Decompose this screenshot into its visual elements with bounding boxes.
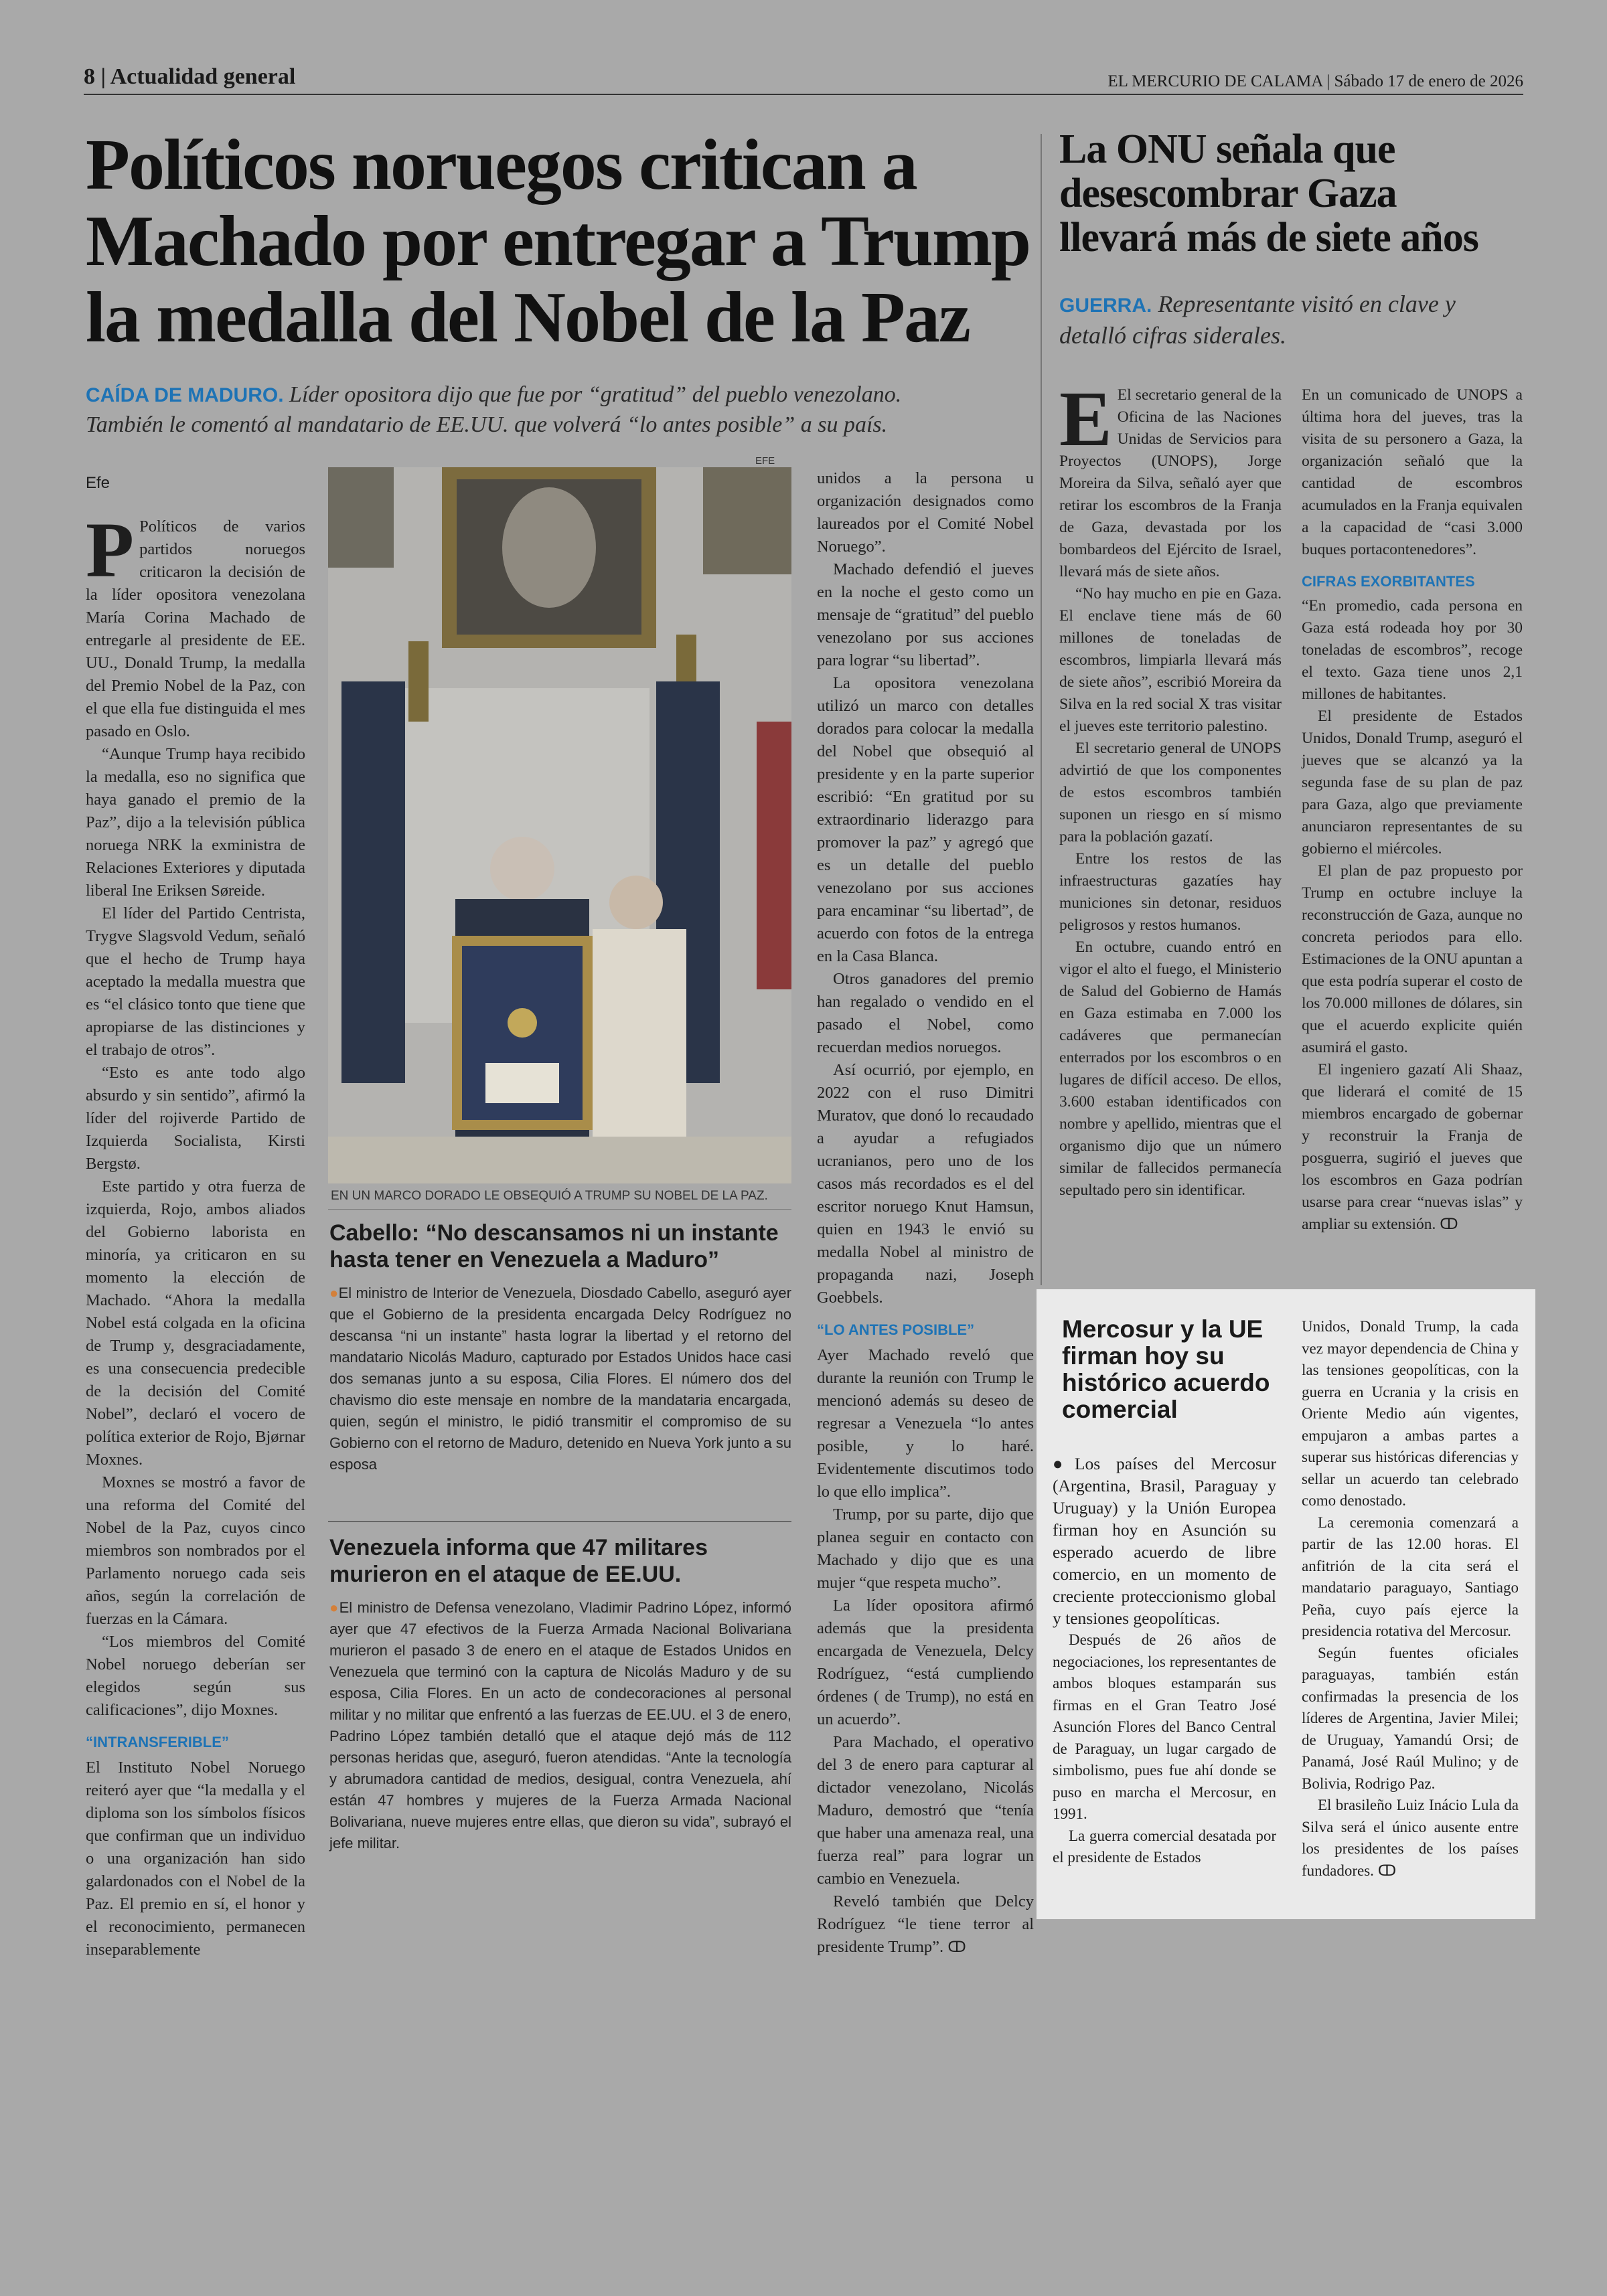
mercosur-column-1: [1053, 1453, 1276, 1869]
paragraph: El presidente de Estados Unidos, Donald Trump, aseguró el jueves que se alcanzó ya la segunda fase de su plan de paz para Gaza, algo que previamente anunciaron representantes de su gobierno el miércoles.: [1302, 708, 1523, 857]
publication-name: EL MERCURIO DE CALAMA: [1107, 72, 1322, 90]
dropcap: E: [1059, 375, 1112, 463]
paragraph: El plan de paz propuesto por Trump en octubre incluye la reconstrucción de Gaza, aunque no concreta periodos para ello. Estimaciones de la ONU apuntan a que esta podría superar el costo de los 70.000 millones de dólares, sin que el acuerdo explicite quién asumirá el gasto.: [1302, 862, 1523, 1056]
dropcap: P: [86, 506, 135, 594]
paragraph: Moxnes se mostró a favor de una reforma del Comité del Nobel de la Paz, cuyos cinco miembros son nombrados por el Parlamento noruego cada seis años, según la correlación de fuerzas en la Cámara.: [86, 1473, 305, 1628]
gaza-lead: [1059, 289, 1528, 350]
main-kicker: CAÍDA DE MADURO.: [86, 384, 284, 406]
paragraph: La opositora venezolana utilizó un marco con detalles dorados para colocar la medalla del Nobel que obsequió al presidente y en la parte superior escribió: “En gratitud por su extraordinario liderazgo para promover la paz” y agregó que es un detalle del pueblo venezolano por sus acciones para encaminar “su libertad”, de acuerdo con fotos de la entrega en la Casa Blanca.: [817, 674, 1034, 965]
mercosur-title: [1062, 1316, 1283, 1423]
paragraph: “Esto es ante todo algo absurdo y sin sentido”, afirmó la líder del rojiverde Partido de Izquierda Socialista, Kirsti Bergstø.: [86, 1064, 305, 1173]
main-headline-line: la medalla del Nobel de la Paz: [86, 278, 970, 357]
gaza-lead-line: detalló cifras siderales.: [1059, 322, 1286, 349]
photo-illustration: [328, 467, 791, 1183]
brief-title: murieron en el ataque de EE.UU.: [329, 1562, 682, 1587]
subhead: CIFRAS EXORBITANTES: [1302, 573, 1475, 590]
mercosur-title-line: Mercosur y la UE: [1062, 1315, 1264, 1343]
main-lead-line: También le comentó al mandatario de EE.UU. que volverá “lo antes posible” a su país.: [86, 412, 888, 437]
gaza-headline: [1059, 127, 1528, 260]
header-rule: [84, 94, 1523, 95]
main-headline-line: Políticos noruegos critican a: [86, 125, 917, 205]
paragraph: El brasileño Luiz Inácio Lula da Silva será el único ausente entre los presidentes de los países fundadores. ↀ: [1302, 1797, 1519, 1880]
paragraph: El secretario general de UNOPS advirtió de que los componentes de estos escombros también suponen un riesgo en sí mismo para la población gazatí.: [1059, 740, 1282, 845]
paragraph: Este partido y otra fuerza de izquierda, Rojo, ambos aliados del Gobierno laborista en minoría, ya criticaron en su momento la elección de Machado. “Ahora la medalla Nobel está colgada en la oficina de Trump y, desgraciadamente, es una consecuencia predecible de la decisión del Comité Nobel”, declaró el vocero de política exterior de Rojo, Bjørnar Moxnes.: [86, 1177, 305, 1469]
paragraph: Trump, por su parte, dijo que planea seguir en contacto con Machado y dijo que es una mujer “que respeta mucho”.: [817, 1505, 1034, 1592]
paragraph: Entre los restos de las infraestructuras gazatíes hay municiones sin detonar, residuos peligrosos y restos humanos.: [1059, 850, 1282, 934]
subhead: “LO ANTES POSIBLE”: [817, 1321, 975, 1338]
paragraph: El líder del Partido Centrista, Trygve Slagsvold Vedum, señaló que el hecho de Trump haya aceptado la medalla muestra que es “el clásico tonto que tiene que apropiarse de las distinciones y el trabajo de otros”.: [86, 904, 305, 1059]
brief-title: hasta tener en Venezuela a Maduro”: [329, 1247, 719, 1273]
brief-cabello: [329, 1220, 791, 1475]
brief-rule: [328, 1521, 791, 1522]
paragraph: La guerra comercial desatada por el presidente de Estados: [1053, 1827, 1276, 1866]
gaza-headline-line: desescombrar Gaza: [1059, 171, 1397, 216]
end-mark-icon: ↀ: [947, 1939, 966, 1956]
column-divider: [1041, 134, 1042, 1285]
paragraph: Ayer Machado reveló que durante la reunión con Trump le mencionó además su deseo de regresar a Venezuela “lo antes posible, y lo haré. Evidentemente discutimos todo lo que ello implica”.: [817, 1346, 1034, 1501]
main-headline-line: Machado por entregar a Trump: [86, 201, 1030, 281]
photo: [328, 467, 791, 1183]
paragraph: Machado defendió el jueves en la noche el gesto como un mensaje de “gratitud” del pueblo venezolano por sus acciones para lograr “su libertad”.: [817, 560, 1034, 669]
mercosur-title-line: histórico acuerdo: [1062, 1369, 1270, 1396]
bullet-icon: ●: [329, 1599, 339, 1616]
paragraph: Según fuentes oficiales paraguayas, también están confirmadas la presencia de los líderes de Argentina, Javier Milei; de Uruguay, Yamandú Orsi; de Panamá, José Raúl Mulino; y de Bolivia, Rodrigo Paz.: [1302, 1644, 1519, 1792]
bullet-icon: ●: [1053, 1454, 1075, 1473]
paragraph: Reveló también que Delcy Rodríguez “le tiene terror al presidente Trump”. ↀ: [817, 1892, 1034, 1956]
gaza-kicker: GUERRA.: [1059, 295, 1152, 317]
brief-title: Venezuela informa que 47 militares: [329, 1535, 708, 1560]
caption-rule: [328, 1209, 791, 1210]
paragraph: Otros ganadores del premio han regalado o vendido en el pasado el Nobel, como recuerdan medios noruegos.: [817, 970, 1034, 1056]
mercosur-lead: ●Los países del Mercosur (Argentina, Brasil, Paraguay y Uruguay) y la Unión Europea firman hoy en Asunción su esperado acuerdo de libre comercio, en un momento de creciente proteccionismo global y tensiones geopolíticas.: [1053, 1454, 1276, 1628]
mercosur-box: [1037, 1289, 1535, 1919]
mercosur-title-line: comercial: [1062, 1396, 1178, 1423]
issue-date: Sábado 17 de enero de 2026: [1334, 72, 1523, 90]
main-lead-line: Líder opositora dijo que fue por “gratitud” del pueblo venezolano.: [289, 382, 902, 407]
mercosur-title-line: firman hoy su: [1062, 1342, 1225, 1370]
paragraph: “No hay mucho en pie en Gaza. El enclave tiene más de 60 millones de toneladas de escombros, limpiarla llevará más de siete años”, escribió Moreira da Silva en la red social X tras visitar el jueves este territorio palestino.: [1059, 585, 1282, 735]
brief-title: Cabello: “No descansamos ni un instante: [329, 1220, 779, 1246]
paragraph: La ceremonia comenzará a partir de las 12.00 horas. El anfitrión de la cita será el mandatario paraguayo, Santiago Peña, cuyo país ejerce la presidencia rotativa del Mercosur.: [1302, 1513, 1519, 1639]
paragraph: “Aunque Trump haya recibido la medalla, eso no significa que haya ganado el premio de la Paz”, dijo a la televisión pública noruega NRK la exministra de Relaciones Exteriores y diputada liberal Ine Eriksen Søreide.: [86, 745, 305, 900]
paragraph: unidos a la persona u organización designados como laureados por el Comité Nobel Noruego”.: [817, 469, 1034, 556]
paragraph: Después de 26 años de negociaciones, los representantes de ambos bloques estamparán sus firmas en el Gran Teatro José Asunción Flores del Banco Central de Paraguay, un lugar cargado de simbolismo, pues fue ahí donde se puso en marcha el Mercosur, en 1991.: [1053, 1631, 1276, 1822]
paragraph: En un comunicado de UNOPS a última hora del jueves, tras la visita de su personero a Gaza, la organización señaló que la cantidad de escombros acumulados en la Franja equivalen a la capacidad de “casi 3.000 buques portacontenedores”.: [1302, 386, 1523, 558]
bullet-icon: ●: [329, 1285, 339, 1301]
gaza-column-1: [1059, 375, 1282, 1202]
photo-credit: EFE: [755, 455, 775, 467]
paragraph: Así ocurrió, por ejemplo, en 2022 con el ruso Dimitri Muratov, que donó lo recaudado a ayudar a refugiados ucranianos, pero uno de los casos más recordados es el del escritor noruego Knut Hamsun, quien en 1943 le envió su medalla Nobel al ministro de propaganda nazi, Joseph Goebbels.: [817, 1061, 1034, 1307]
paragraph: En octubre, cuando entró en vigor el alto el fuego, el Ministerio de Salud del Gobierno de Hamás en Gaza estimaba en 7.000 los cadáveres que permanecían enterrados por los escombros o en lugares de difícil acceso. De ellos, 3.600 estaban identificados con nombre y apellido, mientras que el organismo dijo que un número similar de fallecidos permanecía sepultado pero sin identificar.: [1059, 938, 1282, 1199]
paragraph: P Políticos de varios partidos noruegos criticaron la decisión de la líder opositora venezolana María Corina Machado de entregarle al presidente de EE. UU., Donald Trump, la medalla del Premio Nobel de la Paz, con el que ella fue distinguida el mes pasado en Oslo.: [86, 506, 305, 740]
gaza-column-2: [1302, 384, 1523, 1236]
end-mark-icon: ↀ: [1440, 1216, 1458, 1233]
gaza-headline-line: llevará más de siete años: [1059, 215, 1478, 260]
paragraph: E El secretario general de la Oficina de las Naciones Unidas de Servicios para Proyectos (UNOPS), Jorge Moreira da Silva, señaló ayer que retirar los escombros de la Franja de Gaza, devastada por los bombardeos del Ejército de Israel, llevará más de siete años.: [1059, 375, 1282, 580]
mercosur-column-2: [1302, 1316, 1519, 1882]
main-column-1: [86, 506, 305, 1961]
brief-body: ●El ministro de Interior de Venezuela, Diosdado Cabello, aseguró ayer que el Gobierno de la presidenta encargada Delcy Rodríguez no descansa “ni un instante” hasta lograr la libertad y el retorno del mandatario Nicolás Maduro, capturado por Estados Unidos hace casi dos semanas junto a su esposa, Cilia Flores. El número dos del chavismo dio este mensaje en nombre de la mandataria encargada, quien, según el ministro, le pidió transmitir el compromiso de su Gobierno con el retorno de Maduro, detenido en Nueva York junto a su esposa: [329, 1285, 791, 1473]
byline: Efe: [86, 474, 110, 492]
end-mark-icon: ↀ: [1377, 1862, 1397, 1880]
subhead: “INTRANSFERIBLE”: [86, 1734, 229, 1750]
paragraph: Unidos, Donald Trump, la cada vez mayor dependencia de China y las tensiones geopolíticas, con la guerra en Ucrania y la crisis en Oriente Medio aún vigentes, empujaron a ambas partes a superar sus históricas diferencias y sellar un acuerdo tan celebrado como denostado.: [1302, 1318, 1519, 1509]
paragraph: La líder opositora afirmó además que la presidenta encargada de Venezuela, Delcy Rodríguez, “está cumpliendo órdenes ( de Trump), no está en un acuerdo”.: [817, 1596, 1034, 1728]
gaza-lead-line: Representante visitó en clave y: [1158, 291, 1456, 317]
brief-body: ●El ministro de Defensa venezolano, Vladimir Padrino López, informó ayer que 47 efectivos de la Fuerza Armada Nacional Bolivariana murieron el pasado 3 de enero en el ataque de Estados Unidos en Venezuela que terminó con la captura de Nicolás Maduro y de su esposa, Cilia Flores. En un acto de condecoraciones al personal militar y no militar que enfrentó a las fuerzas de EE.UU. el 3 de enero, Padrino López también detalló que el ataque dejó más de 112 personas heridas que, aseguró, fueron atendidas. “Ante la tecnología y abrumadora cantidad de medios, desigual, contra Venezuela, ahí están 47 hombres y mujeres de la Fuerza Armada Nacional Bolivariana, nueve mujeres entre ellas, que dieron su vida”, subrayó el jefe militar.: [329, 1599, 791, 1852]
main-column-3: [817, 467, 1034, 1959]
paragraph: “En promedio, cada persona en Gaza está rodeada hoy por 30 toneladas de escombros”, recoge el texto. Gaza tiene unos 2,1 millones de habitantes.: [1302, 597, 1523, 703]
page-number: 8: [84, 64, 95, 89]
publication-date: EL MERCURIO DE CALAMA | Sábado 17 de enero de 2026: [1107, 72, 1523, 90]
main-lead: [86, 380, 1050, 440]
main-headline: [86, 127, 1050, 356]
photo-caption: EN UN MARCO DORADO LE OBSEQUIÓ A TRUMP SU NOBEL DE LA PAZ.: [331, 1189, 768, 1203]
paragraph: El Instituto Nobel Noruego reiteró ayer que “la medalla y el diploma son los símbolos físicos que confirman que un individuo o una organización han sido galardonados con el Nobel de la Paz. El premio en sí, el honor y el reconocimiento, permanecen inseparablemente: [86, 1758, 305, 1959]
paragraph: El ingeniero gazatí Ali Shaaz, que liderará el comité de 15 miembros encargado de gobernar y reconstruir la Franja de posguerra, sugirió el jueves que los escombros en Gaza podrían usarse para crear “nuevas islas” y ampliar su extensión. ↀ: [1302, 1061, 1523, 1233]
paragraph: “Los miembros del Comité Nobel noruego deberían ser elegidos según sus calificaciones”, dijo Moxnes.: [86, 1633, 305, 1719]
section-header: 8 | Actualidad general: [84, 64, 296, 89]
paragraph: Para Machado, el operativo del 3 de enero para capturar al dictador venezolano, Nicolás Maduro, demostró que “tenía que haber una amenaza real, una fuerza real” para lograr un cambio en Venezuela.: [817, 1733, 1034, 1888]
brief-militares: [329, 1534, 791, 1854]
section-name: Actualidad general: [110, 64, 296, 89]
gaza-headline-line: La ONU señala que: [1059, 127, 1395, 172]
